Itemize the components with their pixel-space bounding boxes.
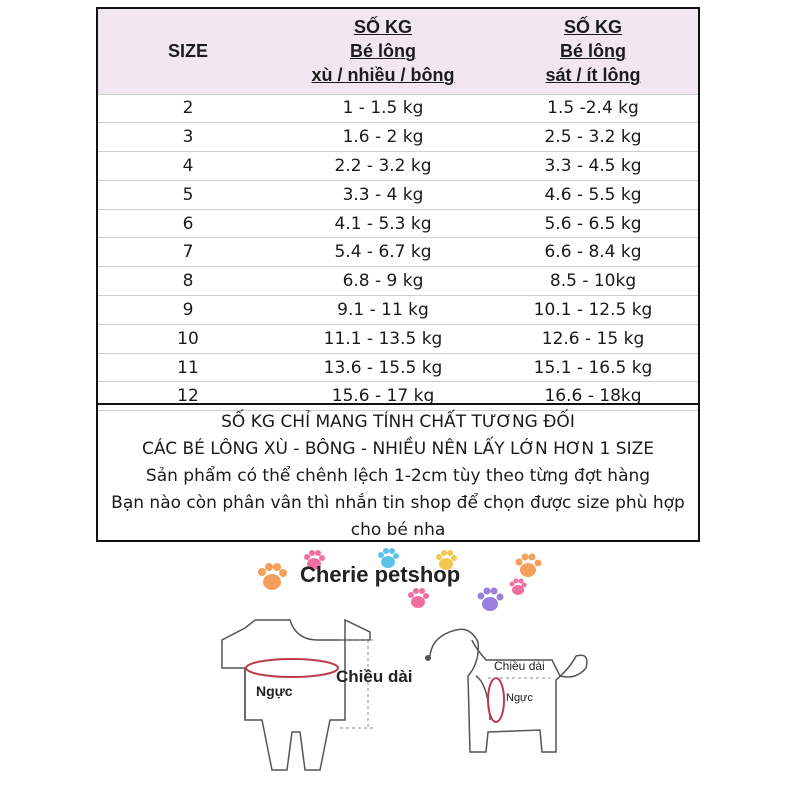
shirt-length-label: Chiều dài — [336, 667, 413, 686]
size-table — [98, 9, 698, 411]
weight-short-cell: 1.5 -2.4 kg — [488, 94, 698, 123]
size-cell: 4 — [98, 152, 278, 181]
dog-chest-label: Ngực — [506, 692, 533, 704]
size-cell: 6 — [98, 209, 278, 238]
weight-fluffy-cell: 9.1 - 11 kg — [278, 296, 488, 325]
size-cell: 12 — [98, 382, 278, 411]
weight-short-cell: 5.6 - 6.5 kg — [488, 209, 698, 238]
weight-fluffy-cell: 4.1 - 5.3 kg — [278, 209, 488, 238]
note-fluffy-size-up: CÁC BÉ LÔNG XÙ - BÔNG - NHIỀU NÊN LẤY LỚN HƠN 1 SIZE — [142, 439, 654, 459]
header-fluffy-coat — [278, 9, 488, 94]
table-row — [98, 152, 698, 181]
size-cell: 11 — [98, 353, 278, 382]
weight-fluffy-cell: 5.4 - 6.7 kg — [278, 238, 488, 267]
size-cell: 5 — [98, 180, 278, 209]
weight-short-cell: 6.6 - 8.4 kg — [488, 238, 698, 267]
dog-chest-line — [488, 678, 504, 722]
dog-length-label: Chiều dài — [494, 659, 545, 673]
table-row — [98, 180, 698, 209]
table-row — [98, 238, 698, 267]
weight-fluffy-cell: 1 - 1.5 kg — [278, 94, 488, 123]
note-relative-weight: SỐ KG CHỈ MANG TÍNH CHẤT TƯƠNG ĐỐI — [221, 412, 575, 432]
brand-name: Cherie petshop — [300, 562, 461, 587]
size-cell: 7 — [98, 238, 278, 267]
table-row — [98, 267, 698, 296]
header-short-coat — [488, 9, 698, 94]
table-row — [98, 209, 698, 238]
note-size-variance: Sản phẩm có thể chênh lệch 1-2cm tùy theo từng đợt hàng — [145, 466, 651, 486]
weight-short-cell: 8.5 - 10kg — [488, 267, 698, 296]
weight-fluffy-cell: 2.2 - 3.2 kg — [278, 152, 488, 181]
shirt-chest-label: Ngực — [256, 683, 293, 699]
weight-short-cell: 4.6 - 5.5 kg — [488, 180, 698, 209]
size-cell: 2 — [98, 94, 278, 123]
header-size: SIZE — [98, 9, 278, 94]
weight-fluffy-cell: 15.6 - 17 kg — [278, 382, 488, 411]
table-row — [98, 324, 698, 353]
weight-short-cell: 10.1 - 12.5 kg — [488, 296, 698, 325]
shirt-chest-line — [246, 659, 338, 677]
size-cell: 8 — [98, 267, 278, 296]
weight-fluffy-cell: 6.8 - 9 kg — [278, 267, 488, 296]
table-row — [98, 296, 698, 325]
table-row — [98, 94, 698, 123]
header-fluffy-line-3: xù / nhiều / bông — [311, 65, 455, 86]
note-contact-shop: Bạn nào còn phân vân thì nhắn tin shop để chọn được size phù hợp cho bé nha — [111, 493, 685, 540]
brand-logo — [250, 548, 550, 618]
notes-section — [98, 403, 698, 540]
weight-fluffy-cell: 3.3 - 4 kg — [278, 180, 488, 209]
weight-fluffy-cell: 13.6 - 15.5 kg — [278, 353, 488, 382]
table-row — [98, 123, 698, 152]
size-cell: 10 — [98, 324, 278, 353]
weight-fluffy-cell: 11.1 - 13.5 kg — [278, 324, 488, 353]
shirt-outline-icon — [222, 620, 370, 770]
size-cell: 3 — [98, 123, 278, 152]
header-short-line-1: SỐ KG — [563, 17, 622, 38]
header-fluffy-line-2: Bé lông — [350, 41, 416, 62]
table-row — [98, 353, 698, 382]
weight-short-cell: 15.1 - 16.5 kg — [488, 353, 698, 382]
weight-short-cell: 3.3 - 4.5 kg — [488, 152, 698, 181]
dog-outline-icon — [430, 629, 587, 752]
header-short-line-2: Bé lông — [560, 41, 626, 62]
table-header-row — [98, 9, 698, 94]
weight-fluffy-cell: 1.6 - 2 kg — [278, 123, 488, 152]
weight-short-cell: 12.6 - 15 kg — [488, 324, 698, 353]
header-fluffy-line-1: SỐ KG — [353, 17, 412, 38]
size-chart — [96, 7, 700, 542]
header-short-line-3: sát / ít lông — [545, 65, 641, 86]
size-cell: 9 — [98, 296, 278, 325]
weight-short-cell: 16.6 - 18kg — [488, 382, 698, 411]
weight-short-cell: 2.5 - 3.2 kg — [488, 123, 698, 152]
